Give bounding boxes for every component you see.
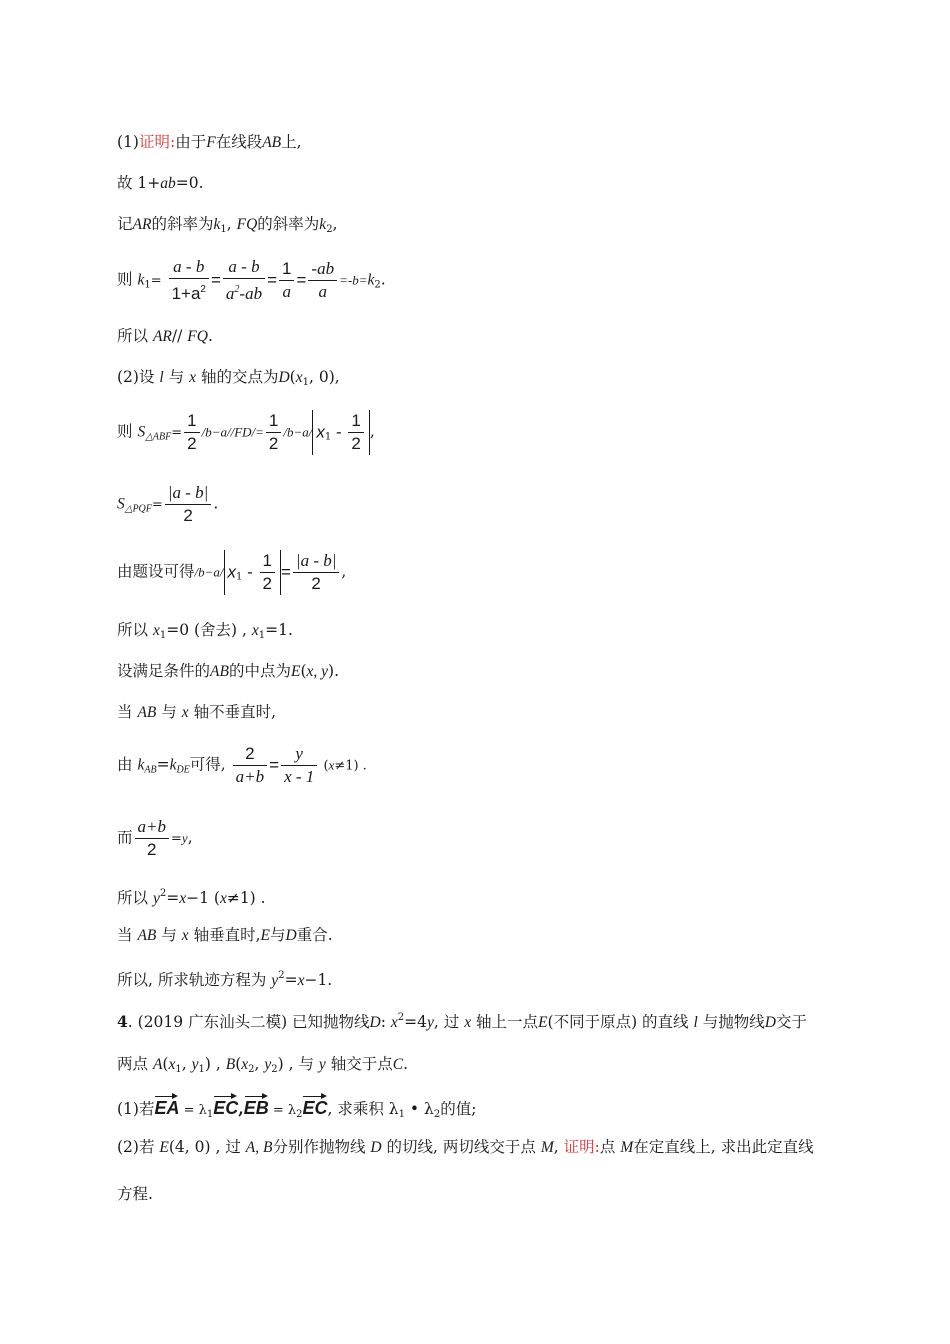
formula-slope-condition: 由 $k_{AB}=k_{DE}$可得, $\frac{2}{a+b}$ = $\frac{y}{x - 1}$ (x≠1) .: [117, 744, 367, 786]
fraction: $\frac{|a - b|}{2}$: [165, 482, 212, 527]
question-4-line-1: 4. (2019 广东汕头二模) 已知抛物线D: $x^2=4y$, 过 x 轴上一点E(不同于原点) 的直线 l 与抛物线D交于: [117, 1012, 807, 1031]
question-4-part-2-end: 方程.: [117, 1185, 153, 1203]
fraction: $\frac{-ab}{a}$: [308, 258, 337, 303]
para-locus-final: 所以, 所求轨迹方程为 $y^2=x-1$.: [117, 970, 333, 989]
fraction: $\frac{a+b}{2}$: [135, 816, 169, 861]
para-1-plus-ab: 故 1+ab=0.: [117, 174, 204, 192]
fraction: $\frac{y}{x - 1}$: [281, 743, 317, 788]
fraction: $\frac{1}{2}$: [266, 410, 281, 455]
para-locus-1: 所以 $y^2=x-1$ (x≠1) .: [117, 888, 266, 907]
para-vertical-case: 当 AB 与 x 轴垂直时,E与D重合.: [117, 926, 333, 944]
vector-ec: EC: [213, 1094, 238, 1118]
vector-ea: EA: [154, 1094, 179, 1118]
question-4-part-1: (1)若EA = $\lambda_1EC,EB = \lambda_2EC$, 求乘积 $\lambda_1$ • $\lambda_2$的值;: [117, 1094, 476, 1125]
fraction: $\frac{|a - b|}{2}$: [293, 550, 340, 595]
question-4-line-2: 两点 $A(x_1$, $y_1$) , $B(x_2$, $y_2$) , 与 y 轴交于点C.: [117, 1055, 409, 1075]
absolute-value: $x_1$ - $\frac{1}{2}$: [312, 410, 369, 455]
para-x1-values: 所以 $x_1=0$ (舍去) , $x_1=1$.: [117, 621, 293, 641]
formula-condition: 由题设可得/b−a/ $x_1$ - $\frac{1}{2}$ = $\frac{|a - b|}{2}$ ,: [117, 551, 347, 593]
vector-eb: EB: [244, 1094, 269, 1118]
fraction: $\frac{a - b}{a^2-ab}$: [223, 256, 265, 305]
proof-label: 证明: [138, 133, 170, 151]
fraction: $\frac{1}{2}$: [184, 410, 199, 455]
proof-label: 证明: [563, 1138, 595, 1156]
formula-midpoint-y: 而 $\frac{a+b}{2}$ =y,: [117, 817, 193, 859]
para-proof-1: (1)证明:由于F在线段AB上,: [117, 133, 302, 151]
formula-slope-equality: 则 $k_1=$ $\frac{a - b}{1+a^2}$ = $\frac{a - b}{a^2-ab}$ = $\frac{1}{a}$ = $\frac{-ab}{a}$ $=-b=k_2$.: [117, 257, 386, 303]
para-not-vertical: 当 AB 与 x 轴不垂直时,: [117, 703, 277, 721]
fraction: $\frac{1}{a}$: [279, 258, 294, 303]
para-parallel: 所以 AR// FQ.: [117, 327, 213, 345]
para-midpoint: 设满足条件的AB的中点为E(x, y).: [117, 662, 339, 680]
question-4-part-2: (2)若 E(4, 0) , 过 A, B分别作抛物线 D 的切线, 两切线交于点 M, 证明:点 M在定直线上, 求出此定直线: [117, 1138, 814, 1156]
formula-area-pqf: $S_{\triangle PQF}=$ $\frac{|a - b|}{2}$ .: [117, 483, 219, 525]
para-part-2: (2)设 l 与 x 轴的交点为$D(x_1$, 0),: [117, 368, 340, 388]
fraction: $\frac{a - b}{1+a^2}$: [169, 256, 209, 305]
question-number: 4: [117, 1012, 128, 1031]
fraction: $\frac{2}{a+b}$: [233, 743, 267, 788]
vector-ec: EC: [302, 1094, 327, 1118]
para-slopes: 记AR的斜率为$k_1$, FQ的斜率为$k_2$,: [117, 215, 338, 235]
absolute-value: $x_1$ - $\frac{1}{2}$: [224, 550, 281, 595]
formula-area-abf: 则 $S_{\triangle ABF}=$ $\frac{1}{2}$ /b−a//FD/= $\frac{1}{2}$ /b−a/ $x_1$ - $\frac{1}{2}$ ,: [117, 411, 375, 453]
